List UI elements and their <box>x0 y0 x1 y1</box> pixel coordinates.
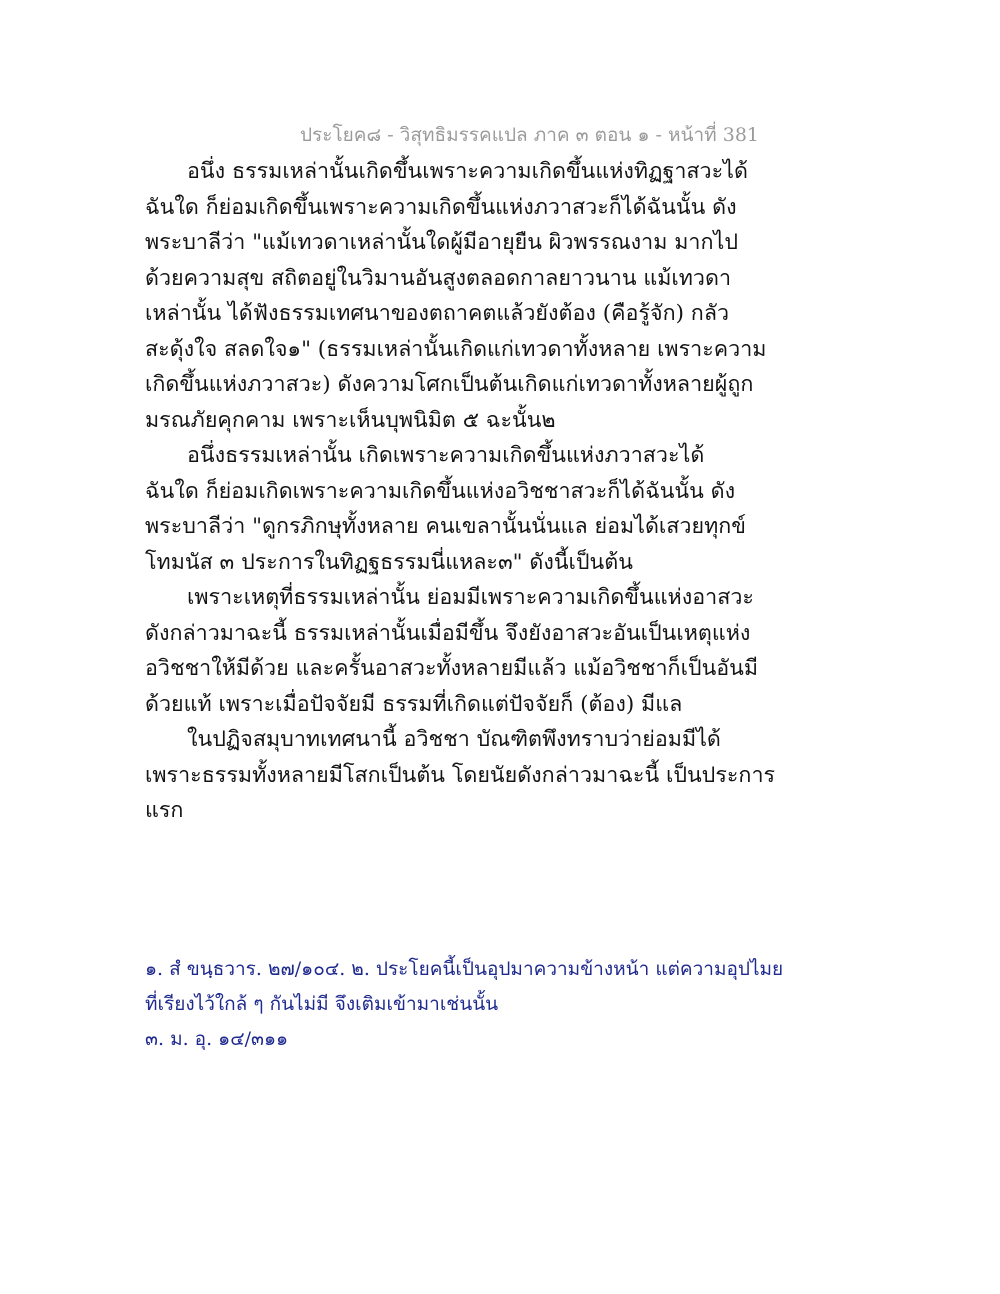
body-line: ด้วยแท้ เพราะเมื่อปัจจัยมี ธรรมที่เกิดแต่ปัจจัยก็ (ต้อง) มีแล <box>145 691 683 717</box>
body-line: อนึ่ง ธรรมเหล่านั้นเกิดขึ้นเพราะความเกิดขึ้นแห่งทิฏฐาสวะได้ <box>187 159 748 184</box>
body-line: ดังกล่าวมาฉะนี้ ธรรมเหล่านั้นเมื่อมีขึ้น จึงยังอาสวะอันเป็นเหตุแห่ง <box>145 620 751 646</box>
body-line: ฉันใด ก็ย่อมเกิดขึ้นเพราะความเกิดขึ้นแห่งภวาสวะก็ได้ฉันนั้น ดัง <box>145 194 737 220</box>
body-line: มรณภัยคุกคาม เพราะเห็นบุพนิมิต ๕ ฉะนั้น๒ <box>145 407 556 433</box>
body-line: สะดุ้งใจ สลดใจ๑" (ธรรมเหล่านั้นเกิดแก่เทวดาทั้งหลาย เพราะความ <box>145 336 767 362</box>
body-line: โทมนัส ๓ ประการในทิฏฐธรรมนี่แหละ๓" ดังนี้เป็นต้น <box>145 549 633 575</box>
footnote-line: ที่เรียงไว้ใกล้ ๆ กันไม่มี จึงเติมเข้ามาเช่นนั้น <box>145 993 499 1015</box>
page-header: ประโยค๘ - วิสุทธิมรรคแปล ภาค ๓ ตอน ๑ - หน้าที่ 381 <box>300 124 760 146</box>
footnote-line: ๓. ม. อุ. ๑๔/๓๑๑ <box>145 1028 289 1050</box>
body-line: อวิชชาให้มีด้วย และครั้นอาสวะทั้งหลายมีแล้ว แม้อวิชชาก็เป็นอันมี <box>145 656 759 681</box>
footnotes <box>145 952 784 1057</box>
body-line: พระบาลีว่า "แม้เทวดาเหล่านั้นใดผู้มีอายุยืน ผิวพรรณงาม มากไป <box>145 230 738 255</box>
body-line: ในปฏิจสมุบาทเทศนานี้ อวิชชา บัณฑิตพึงทราบว่าย่อมมีได้ <box>187 727 721 752</box>
footnote-line: ๑. สํ ขนฺธวาร. ๒๗/๑๐๔. ๒. ประโยคนี้เป็นอุปมาความข้างหน้า แต่ความอุปไมย <box>145 958 784 980</box>
body-line: เหล่านั้น ได้ฟังธรรมเทศนาของตถาคตแล้วยังต้อง (คือรู้จัก) กลัว <box>145 301 730 326</box>
body-line: ฉันใด ก็ย่อมเกิดเพราะความเกิดขึ้นแห่งอวิชชาสวะก็ได้ฉันนั้น ดัง <box>145 478 736 504</box>
body-line: ด้วยความสุข สถิตอยู่ในวิมานอันสูงตลอดกาลยาวนาน แม้เทวดา <box>145 265 732 291</box>
body-line: แรก <box>145 798 184 823</box>
body-text <box>145 154 776 829</box>
body-line: เพราะธรรมทั้งหลายมีโสกเป็นต้น โดยนัยดังกล่าวมาฉะนี้ เป็นประการ <box>145 762 776 788</box>
body-line: พระบาลีว่า "ดูกรภิกษุทั้งหลาย คนเขลานั้นนั่นแล ย่อมได้เสวยทุกข์ <box>145 514 746 539</box>
body-line: เกิดขึ้นแห่งภวาสวะ) ดังความโศกเป็นต้นเกิดแก่เทวดาทั้งหลายผู้ถูก <box>145 372 754 397</box>
body-line: เพราะเหตุที่ธรรมเหล่านั้น ย่อมมีเพราะความเกิดขึ้นแห่งอาสวะ <box>187 585 754 610</box>
body-line: อนึ่งธรรมเหล่านั้น เกิดเพราะความเกิดขึ้นแห่งภวาสวะได้ <box>187 443 705 468</box>
